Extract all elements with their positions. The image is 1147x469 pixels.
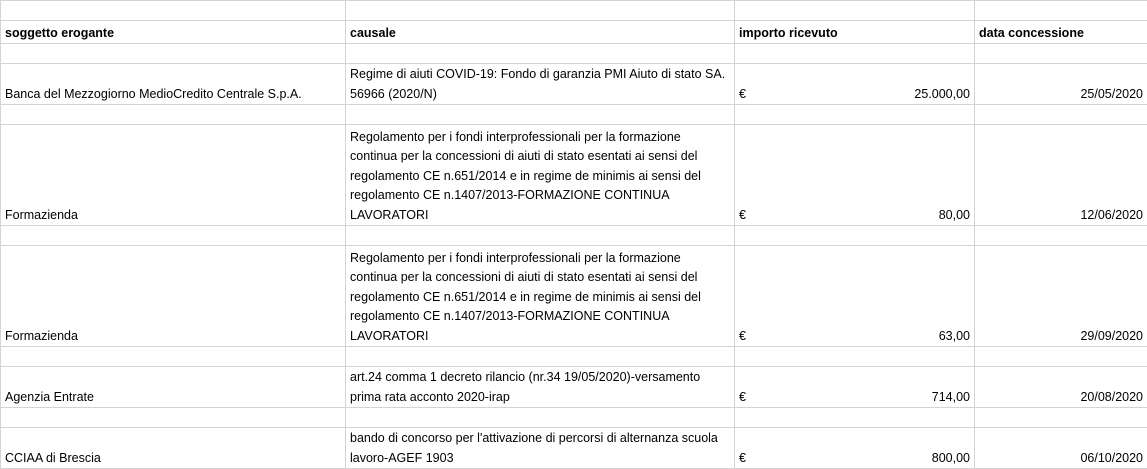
soggetto-cell[interactable]: Formazienda: [1, 125, 346, 226]
importo-cell[interactable]: [735, 428, 975, 469]
soggetto-cell[interactable]: Formazienda: [1, 246, 346, 347]
table-row: [1, 64, 1147, 105]
cell[interactable]: [735, 105, 975, 125]
empty-row: [1, 44, 1147, 64]
cell[interactable]: [975, 347, 1147, 367]
importo-value: 800,00: [932, 449, 970, 469]
table-row: [1, 246, 1147, 347]
data-cell[interactable]: 29/09/2020: [975, 246, 1147, 347]
cell[interactable]: [346, 226, 735, 246]
currency-symbol: €: [739, 449, 746, 469]
importo-value: 80,00: [939, 206, 970, 226]
table-row: [1, 367, 1147, 408]
causale-cell[interactable]: art.24 comma 1 decreto rilancio (nr.34 19/05/2020)-versamento prima rata acconto 2020-irap: [346, 367, 735, 408]
cell[interactable]: [975, 226, 1147, 246]
data-cell[interactable]: 06/10/2020: [975, 428, 1147, 469]
cell[interactable]: [735, 347, 975, 367]
cell[interactable]: [1, 408, 346, 428]
currency-symbol: €: [739, 327, 746, 347]
empty-row: [1, 105, 1147, 125]
cell[interactable]: [975, 1, 1147, 21]
importo-cell[interactable]: [735, 246, 975, 347]
header-importo[interactable]: importo ricevuto: [735, 21, 975, 44]
cell[interactable]: [735, 44, 975, 64]
cell[interactable]: [346, 105, 735, 125]
cell[interactable]: [1, 347, 346, 367]
cell[interactable]: [346, 408, 735, 428]
header-causale[interactable]: causale: [346, 21, 735, 44]
causale-cell[interactable]: Regime di aiuti COVID-19: Fondo di garanzia PMI Aiuto di stato SA. 56966 (2020/N): [346, 64, 735, 105]
cell[interactable]: [975, 44, 1147, 64]
cell[interactable]: [975, 408, 1147, 428]
causale-cell[interactable]: Regolamento per i fondi interprofessionali per la formazione continua per la concessioni di aiuti di stato esentati ai sensi del regolamento CE n.651/2014 e in regime de minimis ai sensi del regolamento CE n.1407/2013-FORMAZIONE CONTINUA LAVORATORI: [346, 125, 735, 226]
cell[interactable]: [735, 408, 975, 428]
currency-symbol: €: [739, 85, 746, 105]
importo-cell[interactable]: [735, 367, 975, 408]
empty-row: [1, 408, 1147, 428]
table-row: [1, 428, 1147, 469]
causale-cell[interactable]: Regolamento per i fondi interprofessionali per la formazione continua per la concessioni di aiuti di stato esentati ai sensi del regolamento CE n.651/2014 e in regime de minimis ai sensi del regolamento CE n.1407/2013-FORMAZIONE CONTINUA LAVORATORI: [346, 246, 735, 347]
importo-value: 63,00: [939, 327, 970, 347]
soggetto-cell[interactable]: Banca del Mezzogiorno MedioCredito Centrale S.p.A.: [1, 64, 346, 105]
cell[interactable]: [735, 226, 975, 246]
cell[interactable]: [1, 105, 346, 125]
empty-row: [1, 347, 1147, 367]
cell[interactable]: [1, 1, 346, 21]
cell[interactable]: [1, 44, 346, 64]
importo-cell[interactable]: [735, 125, 975, 226]
cell[interactable]: [735, 1, 975, 21]
cell[interactable]: [346, 44, 735, 64]
cell[interactable]: [1, 226, 346, 246]
data-cell[interactable]: 20/08/2020: [975, 367, 1147, 408]
table-row: [1, 125, 1147, 226]
importo-value: 25.000,00: [914, 85, 970, 105]
importo-value: 714,00: [932, 388, 970, 408]
header-soggetto[interactable]: soggetto erogante: [1, 21, 346, 44]
cell[interactable]: [346, 1, 735, 21]
soggetto-cell[interactable]: Agenzia Entrate: [1, 367, 346, 408]
soggetto-cell[interactable]: CCIAA di Brescia: [1, 428, 346, 469]
header-data[interactable]: data concessione: [975, 21, 1147, 44]
data-cell[interactable]: 12/06/2020: [975, 125, 1147, 226]
currency-symbol: €: [739, 206, 746, 226]
empty-row: [1, 1, 1147, 21]
data-cell[interactable]: 25/05/2020: [975, 64, 1147, 105]
causale-cell[interactable]: bando di concorso per l'attivazione di percorsi di alternanza scuola lavoro-AGEF 1903: [346, 428, 735, 469]
importo-cell[interactable]: [735, 64, 975, 105]
header-row: [1, 21, 1147, 44]
cell[interactable]: [975, 105, 1147, 125]
empty-row: [1, 226, 1147, 246]
currency-symbol: €: [739, 388, 746, 408]
cell[interactable]: [346, 347, 735, 367]
